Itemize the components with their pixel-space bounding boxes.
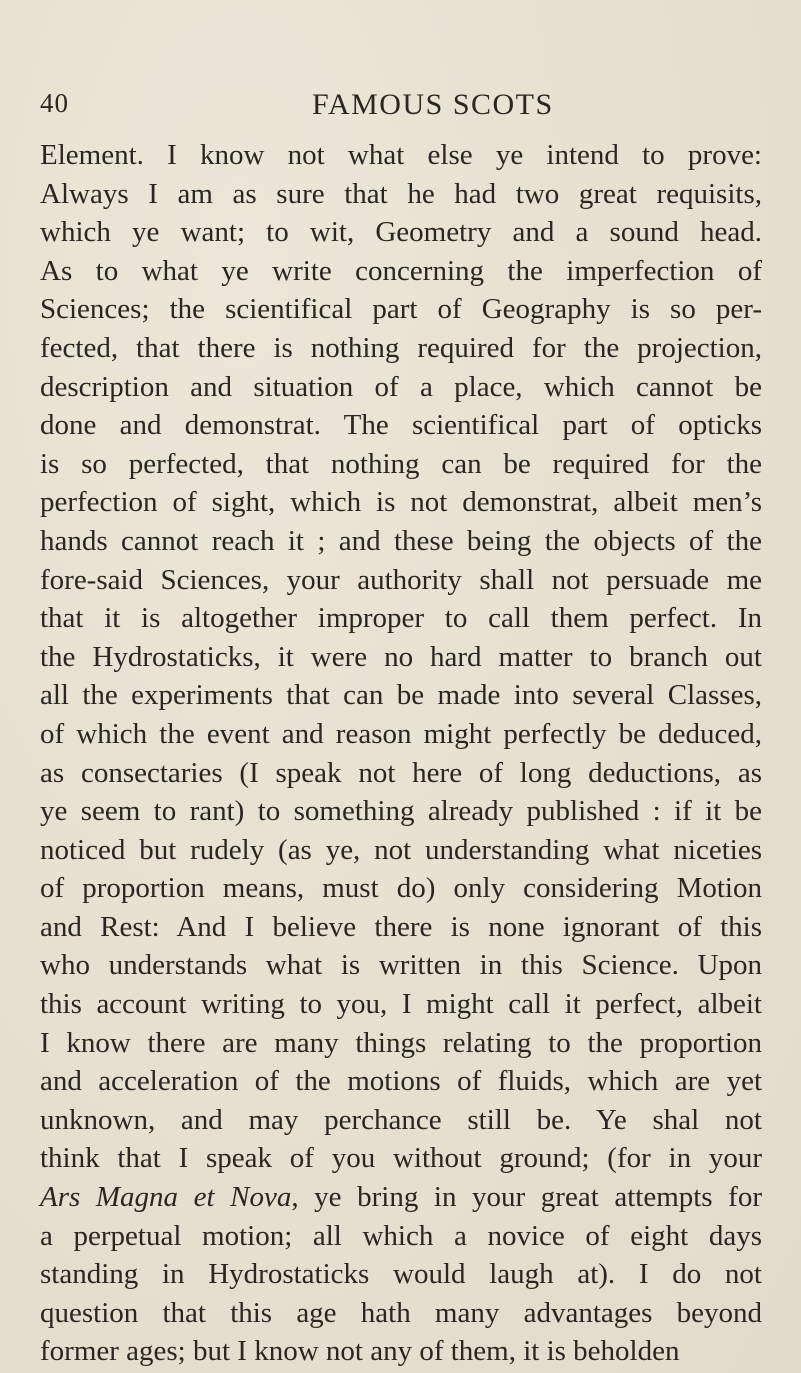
text-line: of proportion means, must do) only considering Motion (40, 872, 762, 905)
text-line: fected, that there is nothing required for the projection, (40, 331, 762, 364)
text-line: as consectaries (I speak not here of long deductions, as (40, 756, 762, 789)
text-line: and acceleration of the motions of fluids, which are yet (40, 1065, 762, 1098)
page-number: 40 (40, 88, 69, 118)
text-line: a perpetual motion; all which a novice of eight days (40, 1219, 762, 1252)
running-head: FAMOUS SCOTS (312, 88, 554, 121)
text-line: ye seem to rant) to something already published : if it be (40, 795, 762, 828)
text-line: who understands what is written in this Science. Upon (40, 949, 762, 982)
text-line: standing in Hydrostaticks would laugh at). I do not (40, 1258, 762, 1291)
text-line: perfection of sight, which is not demonstrat, albeit men’s (40, 486, 762, 519)
text-line: the Hydrostaticks, it were no hard matter to branch out (40, 640, 762, 673)
text-line: As to what ye write concerning the imperfection of (40, 254, 762, 287)
text-line: of which the event and reason might perfectly be deduced, (40, 717, 762, 750)
text-line: Element. I know not what else ye intend to prove: (40, 139, 762, 171)
text-line: Sciences; the scientifical part of Geography is so per- (40, 293, 762, 326)
text-line: Always I am as sure that he had two great requisits, (40, 177, 762, 210)
text-line: this account writing to you, I might call it perfect, albeit (40, 988, 762, 1021)
text-line: question that this age hath many advantages beyond (40, 1296, 762, 1329)
italic-title: Ars Magna et Nova (40, 1181, 292, 1214)
text-line: noticed but rudely (as ye, not understanding what niceties (40, 833, 762, 866)
text-line: hands cannot reach it ; and these being the objects of the (40, 524, 762, 557)
text-line: done and demonstrat. The scientifical part of opticks (40, 409, 762, 442)
text-line: that it is altogether improper to call them perfect. In (40, 602, 762, 635)
body-text (40, 136, 762, 1371)
page-header (0, 88, 801, 128)
text-line: think that I speak of you without ground; (for in your (40, 1142, 762, 1175)
text-line-rest: , ye bring in your great attempts for (291, 1181, 762, 1214)
text-line: fore-said Sciences, your authority shall not persuade me (40, 563, 762, 596)
text-line: all the experiments that can be made into several Classes, (40, 679, 762, 712)
text-line: description and situation of a place, which cannot be (40, 370, 762, 403)
text-line: unknown, and may perchance still be. Ye shal not (40, 1103, 762, 1136)
text-line: is so perfected, that nothing can be required for the (40, 447, 762, 480)
text-line: I know there are many things relating to the proportion (40, 1026, 762, 1059)
text-line: former ages; but I know not any of them, it is beholden (40, 1335, 680, 1368)
text-line-italic (40, 1178, 762, 1217)
text-line: and Rest: And I believe there is none ignorant of this (40, 910, 762, 943)
text-line: which ye want; to wit, Geometry and a sound head. (40, 216, 762, 249)
